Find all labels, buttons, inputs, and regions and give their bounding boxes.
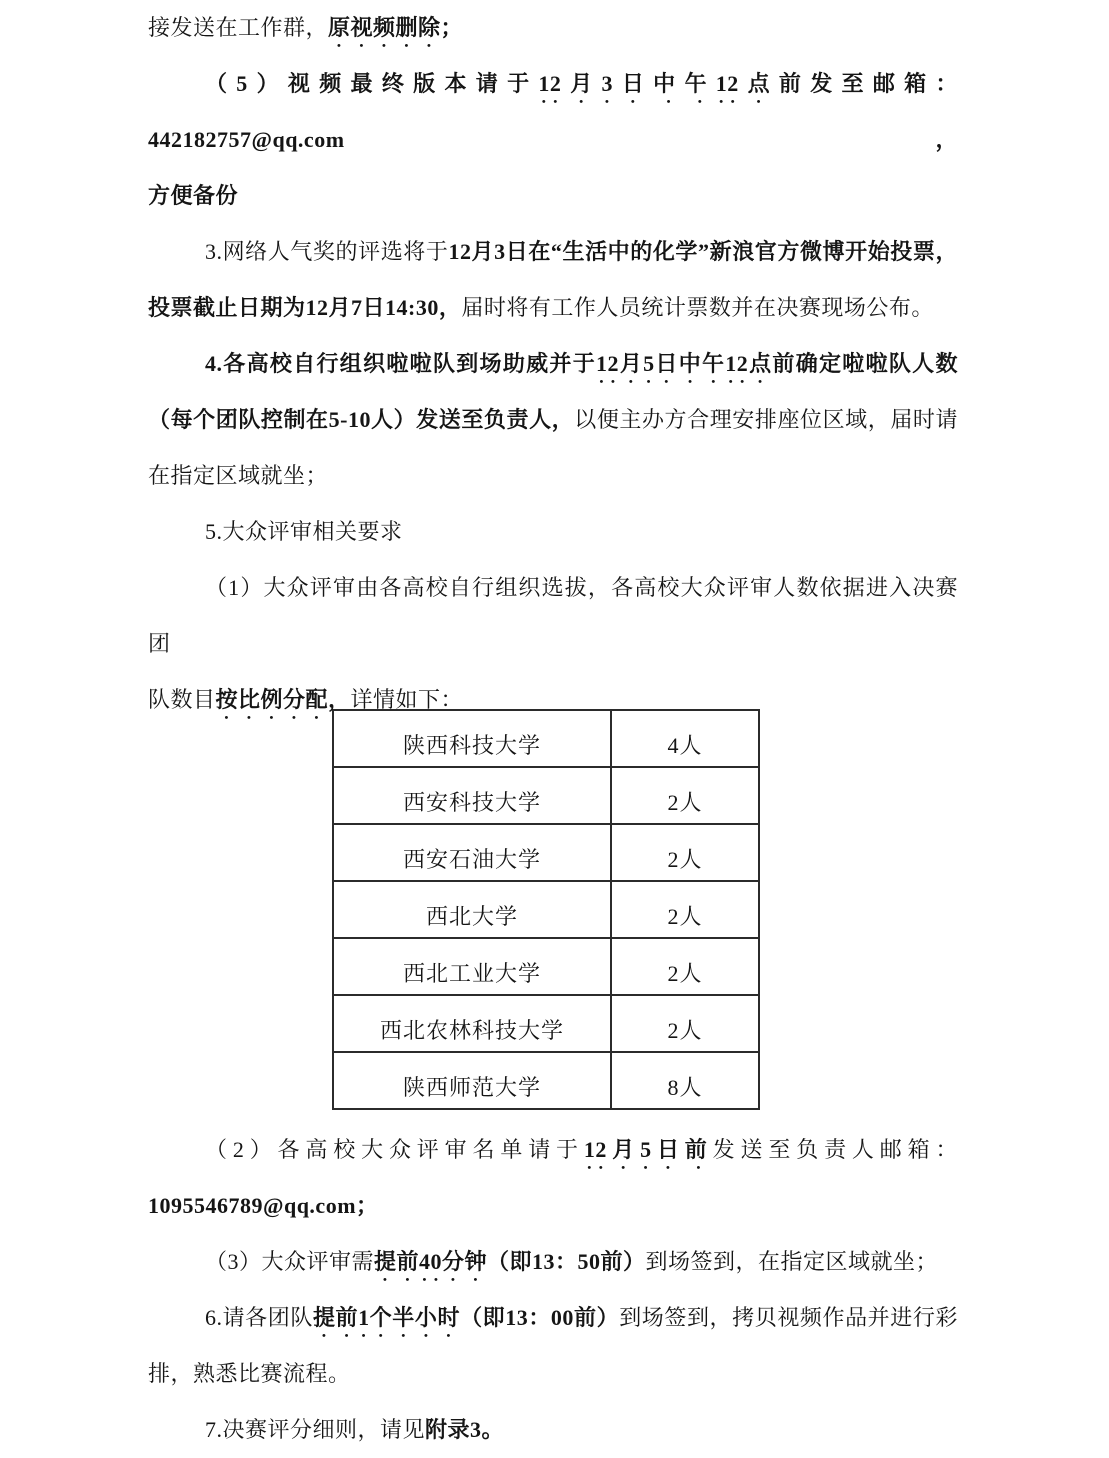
paragraphs-before-table: [148, 0, 958, 728]
text-run: 届时将有工作人员统计票数并在决赛现场公布。: [461, 295, 934, 320]
text-line: [148, 504, 958, 560]
text-run: 12月5日前: [583, 1137, 713, 1162]
table-row: [333, 881, 759, 938]
text-run: （5）视频最终版本请于: [205, 71, 539, 96]
text-line: [148, 1402, 958, 1458]
text-run: （即13：50前）: [487, 1249, 646, 1274]
text-run: （2）各高校大众评审名单请于: [205, 1137, 584, 1162]
count-cell: 2人: [611, 995, 759, 1052]
text-line: [148, 448, 958, 504]
table-row: [333, 767, 759, 824]
text-run: 在指定区域就坐；: [148, 463, 329, 488]
text-run: 按比例分配: [215, 687, 329, 712]
text-run: 以便主办方合理安排座位区域，届时请: [574, 407, 958, 432]
text-run: 提前1个半小时: [312, 1305, 461, 1330]
count-cell: 2人: [611, 767, 759, 824]
school-cell: 西北工业大学: [333, 938, 611, 995]
text-run: （每个团队控制在5-10人）发送至负责人，: [148, 407, 575, 432]
text-run: 原视频删除: [328, 15, 441, 40]
text-run: 5.大众评审相关要求: [205, 519, 403, 544]
school-cell: 西北大学: [333, 881, 611, 938]
text-run: ，: [328, 687, 351, 712]
text-run: 4.各高校自行组织啦啦队到场助威并于: [205, 351, 597, 376]
text-run: 3.网络人气奖的评选将于: [205, 239, 449, 264]
text-line: [148, 0, 958, 56]
reviewer-allocation-table-body: [333, 710, 759, 1109]
text-run: 12月3日中午12点: [538, 71, 779, 96]
school-cell: 西北农林科技大学: [333, 995, 611, 1052]
table-row: [333, 995, 759, 1052]
text-line: [148, 168, 958, 224]
document-page: [148, 0, 958, 1442]
text-run: 到场签到，在指定区域就坐；: [645, 1249, 939, 1274]
text-run: 前确定啦啦队人数: [772, 351, 958, 376]
text-run: 详情如下：: [350, 687, 464, 712]
table-row: [333, 938, 759, 995]
text-run: 6.请各团队: [205, 1305, 313, 1330]
text-run: 到场签到，拷贝视频作品并进行彩: [619, 1305, 958, 1330]
count-cell: 2人: [611, 824, 759, 881]
text-line: [148, 56, 958, 168]
text-line: [148, 1290, 958, 1346]
school-cell: 陕西科技大学: [333, 710, 611, 767]
text-line: [148, 224, 958, 280]
text-run: 12月5日中午12点: [596, 351, 773, 376]
text-run: 队数目: [148, 687, 216, 712]
text-line: [148, 1346, 958, 1402]
count-cell: 2人: [611, 881, 759, 938]
text-line: [148, 280, 958, 336]
text-run: 投票截止日期为12月7日14:30，: [148, 295, 462, 320]
text-run: 提前40分钟: [374, 1249, 488, 1274]
school-cell: 西安科技大学: [333, 767, 611, 824]
text-run: 1095546789@qq.com；: [148, 1193, 379, 1218]
text-run: （即13：00前）: [460, 1305, 620, 1330]
text-run: 前发至邮箱：442182757@qq.com，: [148, 71, 958, 152]
text-run: 接发送在工作群，: [148, 15, 329, 40]
text-run: 排，熟悉比赛流程。: [148, 1361, 351, 1386]
school-cell: 西安石油大学: [333, 824, 611, 881]
text-run: 7.决赛评分细则，请见: [205, 1417, 426, 1442]
school-cell: 陕西师范大学: [333, 1052, 611, 1109]
text-line: [148, 392, 958, 448]
table-row: [333, 824, 759, 881]
text-run: ；: [440, 15, 464, 40]
reviewer-allocation-table: [332, 709, 760, 1110]
count-cell: 2人: [611, 938, 759, 995]
count-cell: 8人: [611, 1052, 759, 1109]
count-cell: 4人: [611, 710, 759, 767]
text-line: [148, 560, 958, 672]
paragraphs-after-table: [148, 1122, 958, 1458]
text-line: [148, 1122, 958, 1178]
text-run: （1）大众评审由各高校自行组织选拔，各高校大众评审人数依据进入决赛团: [148, 575, 958, 656]
text-run: 发送至负责人邮箱：: [712, 1137, 958, 1162]
text-run: 12月3日在“生活中的化学”新浪官方微博开始投票，: [448, 239, 958, 264]
table-row: [333, 1052, 759, 1109]
text-run: 方便备份: [148, 183, 239, 208]
text-line: [148, 1178, 958, 1234]
text-run: （3）大众评审需: [205, 1249, 375, 1274]
text-line: [148, 1234, 958, 1290]
text-run: 附录3。: [425, 1417, 505, 1442]
text-line: [148, 336, 958, 392]
